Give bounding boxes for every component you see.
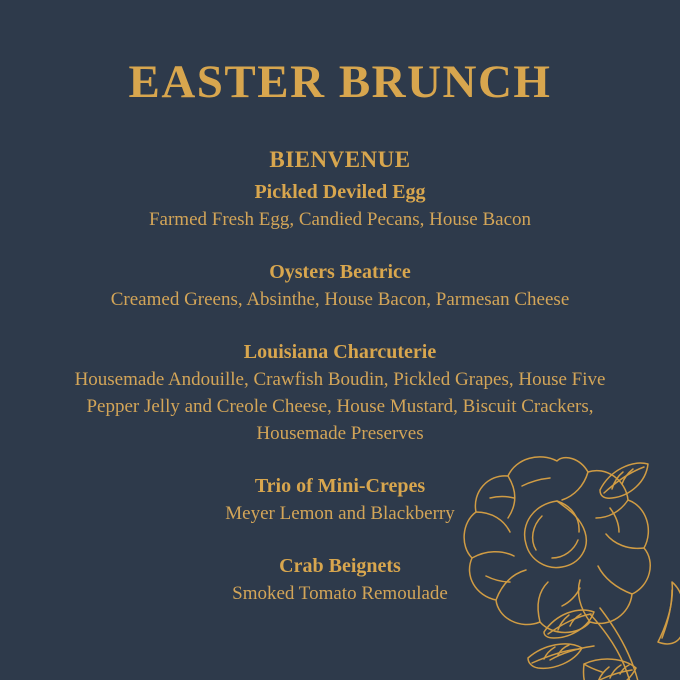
item-name: Trio of Mini-Crepes bbox=[254, 475, 426, 497]
item-description: Farmed Fresh Egg, Candied Pecans, House Bacon bbox=[148, 209, 532, 230]
menu-item bbox=[60, 179, 620, 233]
menu-subtitle: BIENVENUE bbox=[269, 147, 411, 172]
item-description: Meyer Lemon and Blackberry bbox=[225, 503, 455, 524]
item-description: Smoked Tomato Remoulade bbox=[232, 583, 448, 604]
menu-item bbox=[60, 473, 620, 527]
item-description: Housemade Andouille, Crawfish Boudin, Pickled Grapes, House Five Pepper Jelly and Creole Cheese, House Mustard, Biscuit Crackers, Housemade Preserves bbox=[74, 369, 606, 444]
item-description: Creamed Greens, Absinthe, House Bacon, Parmesan Cheese bbox=[110, 289, 570, 310]
item-name: Crab Beignets bbox=[279, 555, 401, 577]
menu-title: EASTER BRUNCH bbox=[128, 56, 552, 108]
item-name: Louisiana Charcuterie bbox=[243, 341, 437, 363]
item-name: Pickled Deviled Egg bbox=[254, 181, 426, 203]
menu-item bbox=[60, 259, 620, 313]
item-name: Oysters Beatrice bbox=[269, 261, 411, 283]
menu-column bbox=[60, 0, 620, 607]
menu-item bbox=[60, 339, 620, 447]
menu-item bbox=[60, 553, 620, 607]
